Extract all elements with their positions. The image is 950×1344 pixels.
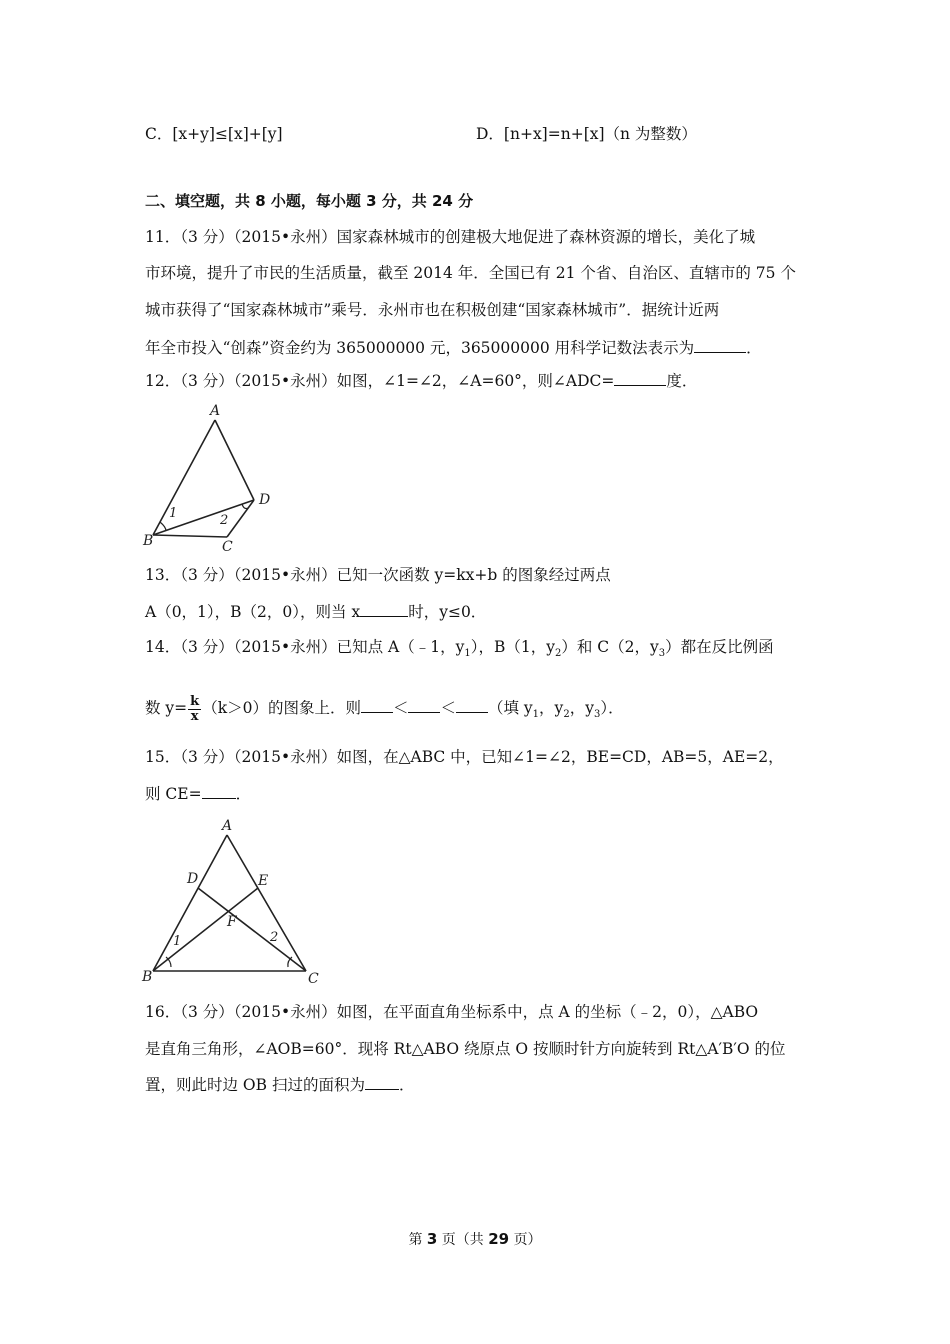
- page-number: 3: [426, 1230, 438, 1248]
- section-title: 二、填空题，共 8 小题，每小题 3 分，共 24 分: [145, 192, 474, 210]
- q13-text: A（0，1），B（2，0），则当 x: [145, 603, 361, 621]
- q14-lt-2: ＜: [440, 699, 456, 717]
- q13-end: 时，y≤0．: [408, 603, 487, 621]
- q14-blank-2: [408, 697, 440, 713]
- q12-label-a: A: [210, 403, 221, 419]
- q15-label-c: C: [308, 971, 319, 987]
- q14-lt-1: ＜: [392, 699, 409, 717]
- q14-text-a: 14．（3 分）（2015•永州）已知点 A（﹣1，y: [145, 638, 465, 656]
- q14-line2: [145, 690, 624, 733]
- q15-label-1: 1: [173, 934, 182, 949]
- footer-post: 页）: [513, 1232, 542, 1248]
- q13-line2: [145, 601, 486, 623]
- option-d: D．[n+x]=n+[x]（n 为整数）: [476, 125, 697, 143]
- q11-line3: 城市获得了“国家森林城市”乘号．永州市也在积极创建“国家森林城市”．据统计近两: [145, 301, 720, 319]
- q15-answer-blank: [202, 783, 236, 799]
- q12-segment-ad: [215, 420, 254, 500]
- q14-fill: （填 y: [487, 699, 533, 717]
- q15-label-e: E: [258, 873, 269, 889]
- q14-sub2: 2: [554, 648, 562, 660]
- q16-line1: 16．（3 分）（2015•永州）如图，在平面直角坐标系中，点 A 的坐标（﹣2，0），△ABO: [145, 1003, 759, 1021]
- q14-cond: （k＞0）的图象上．则: [202, 699, 361, 717]
- q15-label-2: 2: [270, 930, 279, 945]
- q14-fill-sub2: 2: [563, 709, 570, 721]
- q14-sub1: 1: [464, 648, 471, 660]
- q14-blank-1: [361, 697, 393, 713]
- q11-text: 年全市投入“创森”资金约为 365000000 元，365000000 用科学记数法表示为: [145, 339, 695, 357]
- q15-label-a: A: [222, 818, 233, 834]
- q11-line2: 市环境，提升了市民的生活质量，截至 2014 年．全国已有 21 个省、自治区、直辖市的 75 个: [145, 264, 796, 282]
- q12-label-c: C: [222, 539, 233, 555]
- q15-figure: [138, 815, 328, 990]
- footer-mid: 页（共: [441, 1232, 484, 1248]
- q12-text: [145, 370, 697, 392]
- q15-line1: 15．（3 分）（2015•永州）如图，在△ABC 中，已知∠1=∠2，BE=CD，AB=5，AE=2，: [145, 748, 784, 766]
- q14-text-b: ），B（1，y: [470, 638, 555, 656]
- q12-segment-ab: [153, 420, 215, 535]
- q12-label-d: D: [259, 492, 271, 508]
- q12-label-2: 2: [220, 513, 229, 528]
- q16-end: ．: [398, 1076, 415, 1094]
- q12-label-b: B: [143, 533, 154, 549]
- q16-text: 置，则此时边 OB 扫过的面积为: [145, 1076, 365, 1094]
- q14-blank-3: [456, 697, 488, 713]
- q11-answer-blank: [694, 337, 746, 353]
- q16-line3: [145, 1074, 414, 1096]
- q14-frac-den: x: [190, 708, 199, 724]
- q15-line2: [145, 783, 251, 805]
- q13-answer-blank: [360, 601, 408, 617]
- q12-segment-cd: [227, 500, 254, 537]
- footer-pre: 第: [408, 1232, 423, 1248]
- q11-end: ．: [746, 339, 762, 357]
- q16-answer-blank: [365, 1074, 399, 1090]
- q12-figure: [140, 400, 290, 556]
- page-footer: [0, 1229, 950, 1249]
- q15-text: 则 CE=: [145, 785, 202, 803]
- q12-angle1-arc: [160, 522, 166, 531]
- q15-label-d: D: [187, 871, 199, 887]
- q14-frac-num: k: [190, 693, 200, 709]
- q14-fill-comma1: ，y: [539, 699, 564, 717]
- q15-label-b: B: [142, 969, 153, 985]
- q15-segment-be: [153, 888, 258, 971]
- q13-line1: 13．（3 分）（2015•永州）已知一次函数 y=kx+b 的图象经过两点: [145, 566, 611, 584]
- option-c: C．[x+y]≤[x]+[y]: [145, 125, 283, 143]
- q12-segment-bc: [153, 535, 227, 537]
- q11-line4: [145, 337, 762, 359]
- page-total: 29: [488, 1230, 510, 1248]
- q12-label-1: 1: [169, 506, 178, 521]
- q14-fill-sub3: 3: [593, 709, 601, 721]
- q14-fraction: [188, 695, 201, 724]
- q14-sub3: 3: [658, 648, 666, 660]
- q15-label-f: F: [227, 914, 237, 930]
- q15-segment-ab: [153, 835, 227, 971]
- q12-answer-blank: [614, 370, 666, 386]
- q12-question: 12．（3 分）（2015•永州）如图，∠1=∠2，∠A=60°，则∠ADC=: [145, 372, 615, 390]
- q12-end: 度．: [666, 372, 698, 390]
- q15-end: ．: [235, 785, 252, 803]
- q14-text-d: ）都在反比例函: [665, 638, 774, 656]
- q14-fill-close: ）．: [600, 699, 624, 717]
- q14-text-c: ）和 C（2，y: [561, 638, 659, 656]
- q14-func: 数 y=: [145, 699, 188, 717]
- q14-fill-sub1: 1: [532, 709, 540, 721]
- q16-line2: 是直角三角形，∠AOB=60°．现将 Rt△ABO 绕原点 O 按顺时针方向旋转到 Rt△A′B′O 的位: [145, 1040, 786, 1058]
- q14-line1: [145, 636, 774, 665]
- q14-fill-comma2: ，y: [569, 699, 594, 717]
- q11-line1: 11．（3 分）（2015•永州）国家森林城市的创建极大地促进了森林资源的增长，美化了城: [145, 228, 756, 246]
